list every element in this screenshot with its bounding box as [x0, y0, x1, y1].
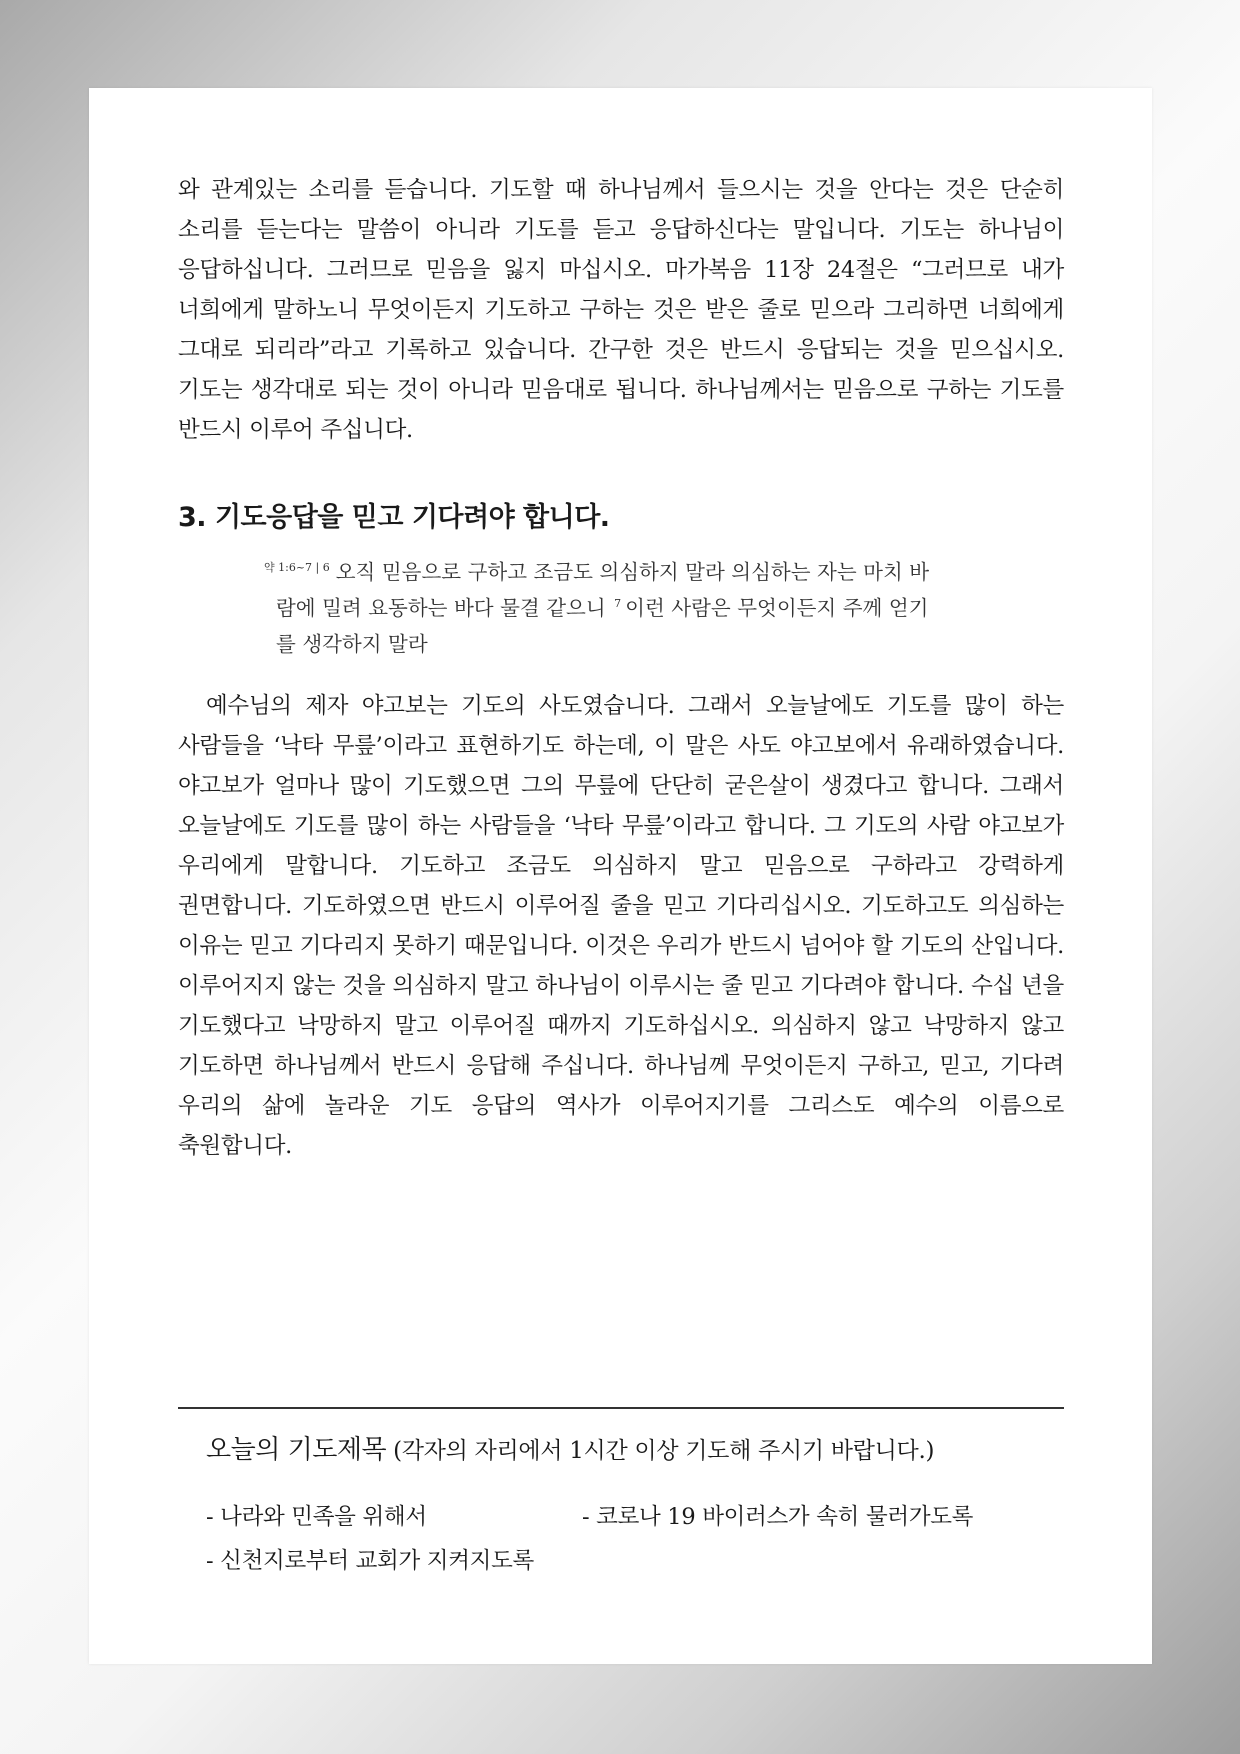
prayer-heading	[206, 1431, 1064, 1470]
sermon-paragraph: 와 관계있는 소리를 듣습니다. 기도할 때 하나님께서 들으시는 것을 안다는 것은 단순히 소리를 듣는다는 말씀이 아니라 기도를 듣고 응답하신다는 말입니다. 기도는 하나님이 응답하십니다. 그러므로 믿음을 잃지 마십시오. 마가복음 11장 24절은 “그러므로 내가 너희에게 말하노니 무엇이든지 기도하고 구하는 것은 받은 줄로 믿으라 그리하면 너희에게 그대로 되리라”라고 기록하고 있습니다. 간구한 것은 반드시 응답되는 것을 믿으십시오. 기도는 생각대로 되는 것이 아니라 믿음대로 됩니다. 하나님께서는 믿음으로 구하는 기도를 반드시 이루어 주십니다.	[178, 177, 1064, 443]
scripture-line	[264, 626, 992, 662]
scripture-quote	[178, 554, 1064, 662]
scripture-line	[264, 554, 992, 590]
prayer-list	[206, 1498, 1064, 1580]
scripture-text: 람에 밀려 요동하는 바다 물결 같으니	[276, 596, 606, 620]
scripture-reference: 약 1:6~7 | 6	[264, 561, 330, 574]
section-heading: 3. 기도응답을 믿고 기다려야 합니다.	[178, 502, 610, 533]
document-page	[89, 88, 1152, 1664]
prayer-subtitle: (각자의 자리에서 1시간 이상 기도해 주시기 바랍니다.)	[393, 1438, 935, 1464]
sermon-body	[178, 170, 1064, 1166]
prayer-item: - 코로나 19 바이러스가 속히 물러가도록	[582, 1504, 974, 1530]
prayer-item: - 신천지로부터 교회가 지켜지도록	[206, 1548, 534, 1574]
prayer-topics	[178, 1407, 1064, 1580]
verse-number: 7	[614, 597, 622, 610]
scripture-text: 를 생각하지 말라	[276, 632, 428, 656]
prayer-title: 오늘의 기도제목	[206, 1435, 387, 1465]
scripture-text: 이런 사람은 무엇이든지 주께 얻기	[625, 596, 929, 620]
sermon-paragraph: 예수님의 제자 야고보는 기도의 사도였습니다. 그래서 오늘날에도 기도를 많이 하는 사람들을 ‘낙타 무릎’이라고 표현하기도 하는데, 이 말은 사도 야고보에서 유래하였습니다. 야고보가 얼마나 많이 기도했으면 그의 무릎에 단단히 굳은살이 생겼다고 합니다. 그래서 오늘날에도 기도를 많이 하는 사람들을 ‘낙타 무릎’이라고 합니다. 그 기도의 사람 야고보가 우리에게 말합니다. 기도하고 조금도 의심하지 말고 믿음으로 구하라고 강력하게 권면합니다. 기도하였으면 반드시 이루어질 줄을 믿고 기다리십시오. 기도하고도 의심하는 이유는 믿고 기다리지 못하기 때문입니다. 이것은 우리가 반드시 넘어야 할 기도의 산입니다. 이루어지지 않는 것을 의심하지 말고 하나님이 이루시는 줄 믿고 기다려야 합니다. 수십 년을 기도했다고 낙망하지 말고 이루어질 때까지 기도하십시오. 의심하지 않고 낙망하지 않고 기도하면 하나님께서 반드시 응답해 주십니다. 하나님께 무엇이든지 구하고, 믿고, 기다려 우리의 삶에 놀라운 기도 응답의 역사가 이루어지기를 그리스도 예수의 이름으로 축원합니다.	[178, 693, 1064, 1159]
scripture-line	[264, 590, 992, 626]
scripture-text: 오직 믿음으로 구하고 조금도 의심하지 말라 의심하는 자는 마치 바	[335, 560, 930, 584]
prayer-item: - 나라와 민족을 위해서	[206, 1504, 427, 1530]
